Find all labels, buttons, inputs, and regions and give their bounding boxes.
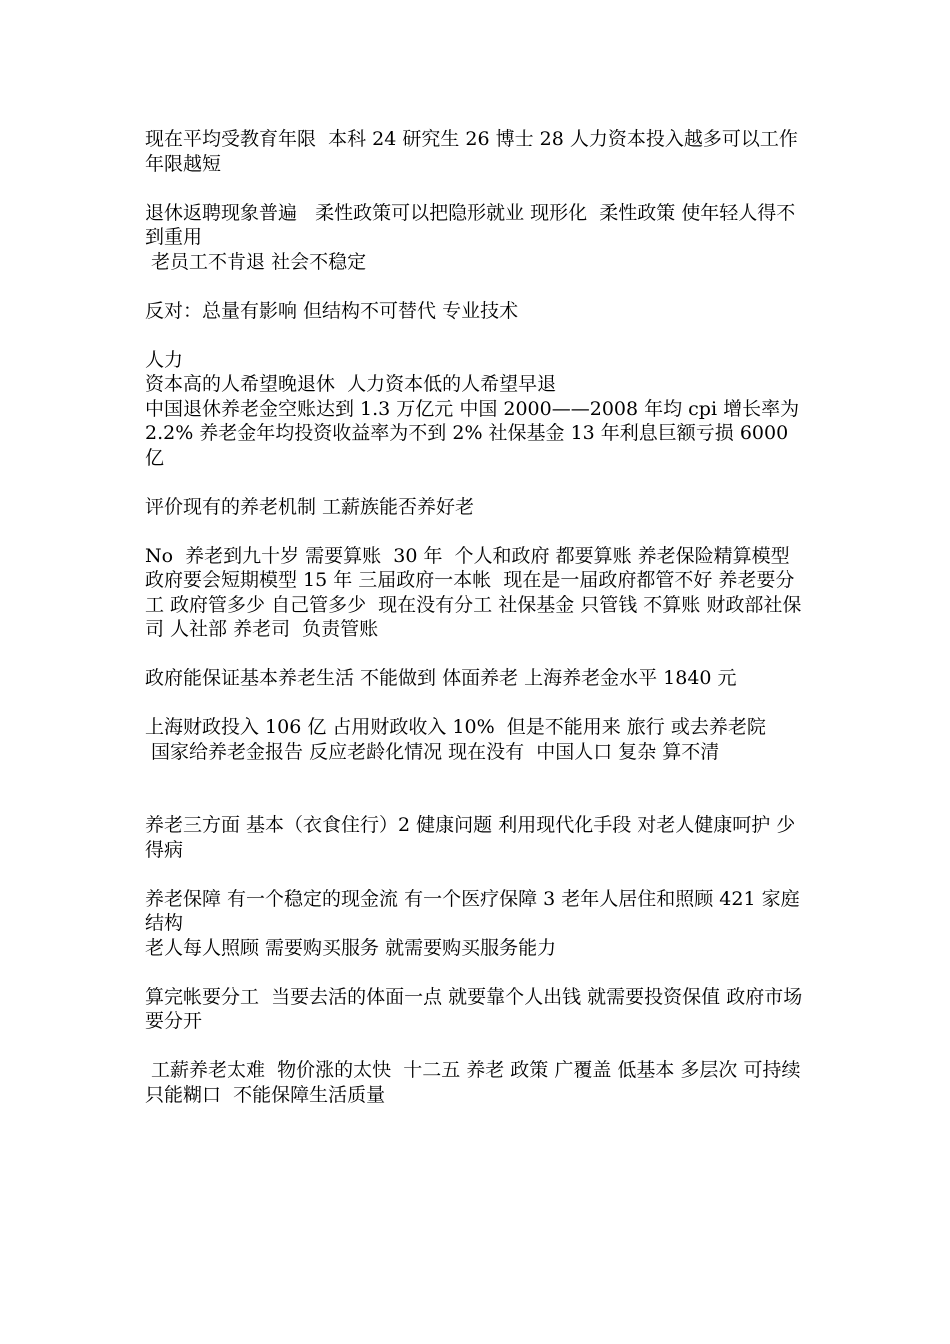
paragraph-division: 算完帐要分工 当要去活的体面一点 就要靠个人出钱 就需要投资保值 政府市场要分开 <box>145 985 803 1032</box>
blank-line <box>145 274 810 299</box>
blank-line <box>145 470 810 495</box>
blank-line <box>145 1034 810 1059</box>
blank-line <box>145 642 810 667</box>
blank-line <box>145 519 810 544</box>
paragraph-old-staff: 老员工不肯退 社会不稳定 <box>145 250 367 273</box>
paragraph-accounting: No 养老到九十岁 需要算账 30 年 个人和政府 都要算账 养老保险精算模型 政府要会短期模型 15 年 三届政府一本帐 现在是一届政府都管不好 养老要分工 政府管多少 自己管多少 现在没有分工 社保基金 只管钱 不算账 财政部社保司 人社部 养老司 负责管账 <box>145 544 802 640</box>
paragraph-national-report: 国家给养老金报告 反应老龄化情况 现在没有 中国人口 复杂 算不清 <box>145 740 720 763</box>
paragraph-basic-living: 政府能保证基本养老生活 不能做到 体面养老 上海养老金水平 1840 元 <box>145 667 737 689</box>
blank-line <box>145 862 810 887</box>
blank-line <box>145 691 810 716</box>
blank-line <box>145 323 810 348</box>
paragraph-shanghai-finance: 上海财政投入 106 亿 占用财政收入 10% 但是不能用来 旅行 或去养老院 <box>145 716 766 738</box>
paragraph-care-services: 老人每人照顾 需要购买服务 就需要购买服务能力 <box>145 936 557 959</box>
paragraph-education-years: 现在平均受教育年限 本科 24 研究生 26 博士 28 人力资本投入越多可以工作年限越短 <box>145 128 798 175</box>
paragraph-human: 人力 <box>145 348 184 371</box>
paragraph-evaluate: 评价现有的养老机制 工薪族能否养好老 <box>145 495 475 518</box>
paragraph-twelfth-plan: 工薪养老太难 物价涨的太快 十二五 养老 政策 广覆盖 低基本 多层次 可持续 只能糊口 不能保障生活质量 <box>145 1059 807 1106</box>
paragraph-security: 养老保障 有一个稳定的现金流 有一个医疗保障 3 老年人居住和照顾 421 家庭结构 <box>145 887 800 934</box>
paragraph-rehire: 退休返聘现象普遍 柔性政策可以把隐形就业 现形化 柔性政策 使年轻人得不到重用 <box>145 201 796 248</box>
document-page <box>145 127 810 1107</box>
blank-lines <box>145 764 810 813</box>
paragraph-three-aspects: 养老三方面 基本（衣食住行）2 健康问题 利用现代化手段 对老人健康呵护 少得病 <box>145 814 796 861</box>
paragraph-human-capital: 资本高的人希望晚退休 人力资本低的人希望早退 <box>145 373 557 395</box>
paragraph-oppose: 反对：总量有影响 但结构不可替代 专业技术 <box>145 299 519 322</box>
blank-line <box>145 176 810 201</box>
paragraph-pension-deficit: 中国退休养老金空账达到 1.3 万亿元 中国 2000——2008 年均 cpi 增长率为 2.2% 养老金年均投资收益率为不到 2% 社保基金 13 年利息巨额亏损 6000 亿 <box>145 397 806 469</box>
blank-line <box>145 960 810 985</box>
